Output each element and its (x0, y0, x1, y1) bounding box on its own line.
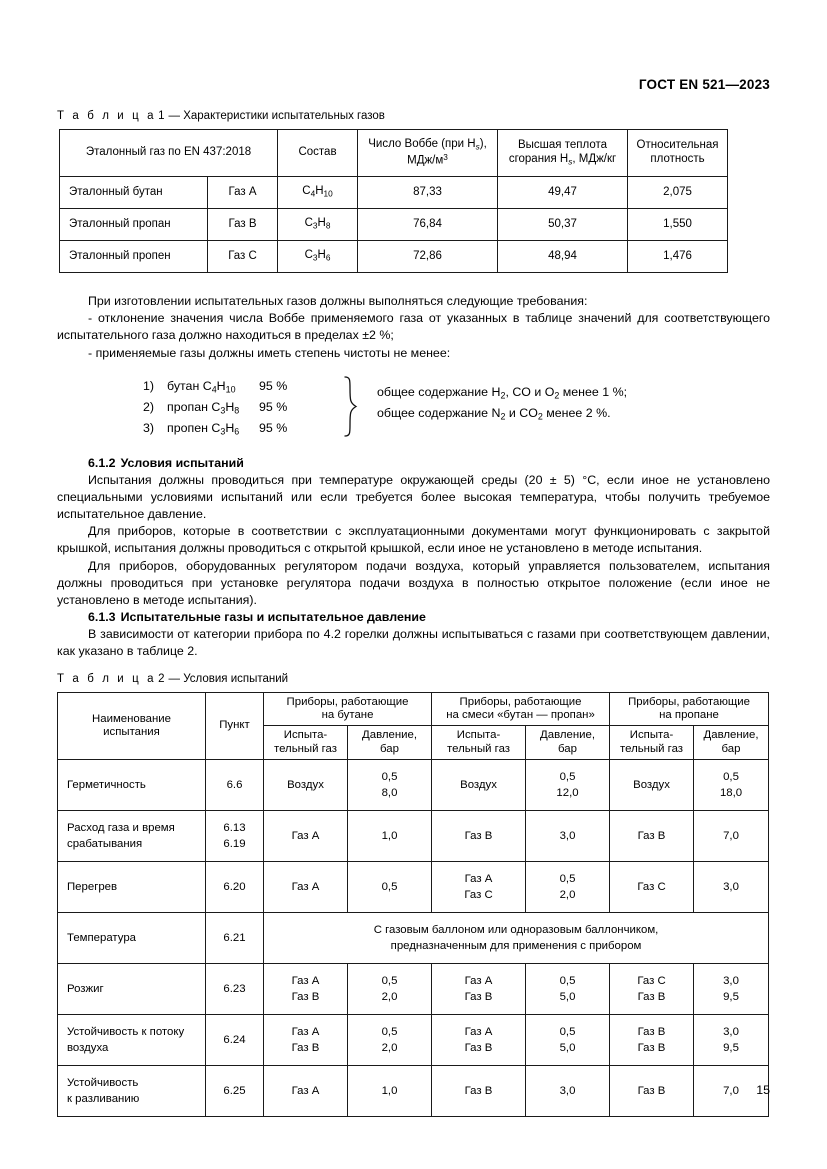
purity-word: бутан (167, 378, 200, 393)
table2-cell-propane-pressure: 7,0 (694, 1066, 769, 1117)
paragraph-intro: При изготовлении испытательных газов должны выполняться следующие требования: (88, 294, 588, 308)
formula-h-sub: 10 (323, 189, 333, 199)
formula-h-sub: 6 (234, 426, 240, 437)
table1-cell-wobbe: 76,84 (358, 209, 498, 241)
table1-cell-formula (278, 241, 358, 273)
table2-cell-mix-gas: Газ A Газ B (432, 964, 526, 1015)
table2-subheader-mix-pressure (526, 726, 610, 760)
heading-6-1-2-title: Условия испытаний (120, 455, 244, 470)
table1-caption-title: — Характеристики испытательных газов (168, 110, 385, 122)
density-line2: плотность (650, 153, 705, 165)
purity-value: 95 % (259, 420, 288, 435)
formula-c-sub: 3 (312, 221, 318, 231)
purity-list (57, 376, 770, 439)
paragraph-dash-2: - применяемые газы должны иметь степень чистоты не менее: (88, 345, 451, 360)
table2-cell-mix-gas: Воздух (432, 760, 526, 811)
table2-subheader-propane-gas (610, 726, 694, 760)
table2-cell-clause: 6.25 (206, 1066, 264, 1117)
table2-cell-name: Герметичность (58, 760, 206, 811)
table1-header-reference-gas: Эталонный газ по EN 437:2018 (60, 130, 278, 177)
table-row (58, 913, 769, 964)
table2-cell-mix-pressure: 0,5 5,0 (526, 964, 610, 1015)
table2-cell-name: Температура (58, 913, 206, 964)
table1-cell-formula (278, 177, 358, 209)
formula-h: H (216, 378, 226, 393)
purity-name (167, 376, 259, 397)
gas-line-2: тельный газ (447, 742, 510, 755)
table2-caption-label: Т а б л и ц а (57, 672, 157, 685)
table2-cell-butane-gas: Газ A (264, 811, 348, 862)
table2-cell-butane-gas: Газ A (264, 862, 348, 913)
gas-line-2: тельный газ (274, 742, 337, 755)
table2-cell-name: Устойчивость к потоку воздуха (58, 1015, 206, 1066)
note-text-c: менее 2 %. (542, 405, 611, 420)
table2-subheader-mix-gas (432, 726, 526, 760)
table1-cell-wobbe: 72,86 (358, 241, 498, 273)
purity-value: 95 % (259, 399, 288, 414)
paragraph-6-1-2-1: Испытания должны проводиться при температуре окружающей среды (20 ± 5) °C, если иное не установлено специальными условиями испытаний или если требуется более высокая температура, чтобы получить требуемое испытательное давление. (57, 472, 770, 522)
name-line-1: Наименование (92, 712, 171, 725)
purity-index: 3) (143, 420, 155, 435)
heat-line2-b: , МДж/кг (572, 152, 617, 165)
table2-cell-butane-gas: Газ A (264, 1066, 348, 1117)
table2-header-row-groups (58, 692, 769, 726)
table2-body (58, 760, 769, 1117)
formula-h-sub: 8 (234, 405, 240, 416)
table2-header-clause: Пункт (206, 692, 264, 760)
table2-cell-propane-gas: Газ C Газ B (610, 964, 694, 1015)
table2-cell-butane-pressure: 1,0 (348, 1066, 432, 1117)
heading-6-1-3-number: 6.1.3 (88, 610, 116, 625)
formula-h-sub: 10 (225, 384, 236, 395)
group-butane-line-2: на бутане (321, 709, 374, 722)
group-propane-line-2: на пропане (659, 709, 719, 722)
press-line-1: Давление, (362, 729, 417, 742)
table-row (58, 811, 769, 862)
group-butane-line-1: Приборы, работающие (286, 695, 409, 708)
note-text-b: , CO и O (505, 384, 555, 399)
table2-header-group-mix (432, 692, 610, 726)
formula-c: C (211, 399, 221, 414)
table1-cell-name: Эталонный бутан (60, 177, 208, 209)
purity-note-line-1 (377, 382, 627, 403)
table1-caption-number: 1 (158, 110, 165, 122)
table2-cell-name: Розжиг (58, 964, 206, 1015)
table2-cell-propane-gas: Газ B (610, 1066, 694, 1117)
gas-line-1: Испыта- (629, 729, 674, 742)
table2-cell-mix-gas: Газ B (432, 811, 526, 862)
press-line-2: бар (721, 742, 741, 755)
formula-c: C (304, 249, 313, 262)
formula-h: H (317, 217, 326, 230)
formula-c: C (202, 378, 212, 393)
table1-caption-label: Т а б л и ц а (57, 110, 157, 122)
heat-line1: Высшая теплота (518, 139, 608, 152)
table1-cell-gas: Газ B (208, 209, 278, 241)
note-sub-1: 2 (500, 390, 506, 401)
table1-header-wobbe (358, 130, 498, 177)
table2-cell-propane-pressure: 3,0 9,5 (694, 964, 769, 1015)
note-text-a: общее содержание H (377, 384, 501, 399)
gas-line-1: Испыта- (456, 729, 501, 742)
table1-header-composition: Состав (278, 130, 358, 177)
table2-cell-propane-pressure: 7,0 (694, 811, 769, 862)
table2-caption-number: 2 (158, 672, 165, 685)
purity-note (377, 382, 627, 424)
group-propane-line-1: Приборы, работающие (628, 695, 750, 708)
wobbe-line2: МДж/м (407, 153, 444, 166)
purity-index: 2) (143, 399, 155, 414)
press-line-2: бар (380, 742, 399, 755)
table-row (58, 760, 769, 811)
table1-cell-density: 2,075 (628, 177, 728, 209)
heat-line2-sub: s (568, 157, 573, 167)
table2-cell-name: Расход газа и время срабатывания (58, 811, 206, 862)
table2-cell-butane-pressure: 0,5 8,0 (348, 760, 432, 811)
table2-cell-mix-pressure: 3,0 (526, 811, 610, 862)
table1-cell-formula (278, 209, 358, 241)
table-row (58, 964, 769, 1015)
formula-h: H (317, 249, 326, 262)
purity-name (167, 418, 259, 439)
table1-header-density (628, 130, 728, 177)
table2-cell-clause: 6.6 (206, 760, 264, 811)
table2-cell-mix-pressure: 0,5 2,0 (526, 862, 610, 913)
paragraph-6-1-3-1: В зависимости от категории прибора по 4.2 горелки должны испытываться с газами при соответствующем давлении, как указано в таблице 2. (57, 627, 770, 659)
formula-h: H (225, 420, 235, 435)
table1-cell-gas: Газ A (208, 177, 278, 209)
table2-cell-mix-pressure: 0,5 12,0 (526, 760, 610, 811)
table1-header-heat (498, 130, 628, 177)
purity-name (167, 397, 259, 418)
table2-cell-butane-gas: Газ A Газ B (264, 1015, 348, 1066)
table1-cell-density: 1,476 (628, 241, 728, 273)
table1-body (60, 177, 728, 273)
formula-c: C (304, 217, 313, 230)
table2-cell-butane-gas: Газ A Газ B (264, 964, 348, 1015)
table2-cell-mix-gas: Газ A Газ B (432, 1015, 526, 1066)
table2-cell-name: Перегрев (58, 862, 206, 913)
table2-cell-butane-pressure: 0,5 (348, 862, 432, 913)
table2-cell-butane-pressure: 0,5 2,0 (348, 964, 432, 1015)
table-row (58, 1015, 769, 1066)
table2-cell-propane-gas: Воздух (610, 760, 694, 811)
formula-c-sub: 4 (310, 189, 316, 199)
group-mix-line-2: на смеси «бутан — пропан» (446, 709, 595, 722)
table-row (60, 209, 728, 241)
table2-cell-propane-gas: Газ B (610, 811, 694, 862)
table1-cell-name: Эталонный пропан (60, 209, 208, 241)
table2-header-group-propane (610, 692, 769, 726)
heading-6-1-3-title: Испытательные газы и испытательное давление (120, 610, 426, 625)
table2-cell-clause: 6.24 (206, 1015, 264, 1066)
table2-caption-title: — Условия испытаний (168, 672, 289, 685)
table2-cell-propane-pressure: 3,0 9,5 (694, 1015, 769, 1066)
table2-cell-propane-pressure: 0,5 18,0 (694, 760, 769, 811)
formula-c-sub: 3 (220, 405, 226, 416)
table2-cell-mix-gas: Газ B (432, 1066, 526, 1117)
table2-cell-propane-gas: Газ B Газ B (610, 1015, 694, 1066)
table1-cell-gas: Газ C (208, 241, 278, 273)
formula-h: H (225, 399, 235, 414)
name-line-2: испытания (103, 725, 160, 738)
table1-header-row (60, 130, 728, 177)
table2-cell-mix-pressure: 3,0 (526, 1066, 610, 1117)
wobbe-line1-end: ), (479, 138, 487, 151)
table2-cell-propane-pressure: 3,0 (694, 862, 769, 913)
formula-c-sub: 3 (312, 253, 318, 263)
note-sub-2: 2 (537, 411, 543, 422)
heat-line2-a: сгорания H (508, 152, 569, 165)
table1-cell-heat: 48,94 (498, 241, 628, 273)
table-row (58, 862, 769, 913)
paragraph-6-1-2-3: Для приборов, оборудованных регулятором подачи воздуха, который управляется пользователем, испытания должны проводиться при установке регулятора подачи воздуха в полностью открытое положение (если иное не установлено в методе испытания). (57, 558, 770, 607)
table2-subheader-propane-pressure (694, 726, 769, 760)
table1-cell-name: Эталонный пропен (60, 241, 208, 273)
press-line-2: бар (558, 742, 577, 755)
curly-brace-icon (343, 376, 359, 437)
formula-c-sub: 3 (220, 426, 226, 437)
note-sub-1: 2 (500, 411, 506, 422)
formula-h-sub: 8 (325, 221, 331, 231)
table-1-test-gas-characteristics (59, 129, 728, 273)
running-header: ГОСТ EN 521—2023 (638, 77, 770, 92)
formula-h-sub: 6 (325, 253, 331, 263)
paragraph-6-1-2-2: Для приборов, которые в соответствии с эксплуатационными документами могут функционировать с закрытой крышкой, испытания должны проводиться с открытой крышкой, если иное не установлено в методе испытания. (57, 524, 770, 556)
table2-cell-propane-gas: Газ C (610, 862, 694, 913)
table2-cell-name: Устойчивость к разливанию (58, 1066, 206, 1117)
page-content (57, 110, 770, 1117)
table2-cell-clause: 6.13 6.19 (206, 811, 264, 862)
note-text-c: менее 1 %; (559, 384, 628, 399)
table2-cell-mix-pressure: 0,5 5,0 (526, 1015, 610, 1066)
heading-6-1-3 (57, 609, 770, 626)
formula-c-sub: 4 (211, 384, 217, 395)
wobbe-line1: Число Воббе (при H (368, 138, 476, 151)
table2-cell-butane-pressure: 0,5 2,0 (348, 1015, 432, 1066)
formula-c: C (302, 185, 311, 198)
formula-c: C (211, 420, 221, 435)
table-row (60, 241, 728, 273)
group-mix-line-1: Приборы, работающие (459, 695, 582, 708)
table2-subheader-butane-gas (264, 726, 348, 760)
page-number: 15 (756, 1083, 770, 1097)
heading-6-1-2 (57, 455, 770, 472)
table2-cell-butane-pressure: 1,0 (348, 811, 432, 862)
table2-cell-merged-note: С газовым баллоном или одноразовым баллончиком, предназначенным для применения с прибором (264, 913, 769, 964)
table2-cell-clause: 6.23 (206, 964, 264, 1015)
table-2-test-conditions (57, 692, 769, 1118)
table2-subheader-butane-pressure (348, 726, 432, 760)
paragraph-dash-1: - отклонение значения числа Воббе применяемого газа от указанных в таблице значений для соответствующего испытательного газа должно находиться в пределах ±2 %; (57, 311, 770, 343)
density-line1: Относительная (636, 139, 719, 152)
gas-line-2: тельный газ (620, 742, 683, 755)
purity-index: 1) (143, 378, 155, 393)
note-text-a: общее содержание N (377, 405, 501, 420)
table2-header-name (58, 692, 206, 760)
formula-h: H (315, 185, 324, 198)
table-row (60, 177, 728, 209)
table2-caption (57, 673, 770, 685)
wobbe-sub: s (475, 142, 480, 152)
table2-header-group-butane (264, 692, 432, 726)
note-text-b: и CO (505, 405, 538, 420)
table1-cell-heat: 50,37 (498, 209, 628, 241)
table2-cell-butane-gas: Воздух (264, 760, 348, 811)
table-row (58, 1066, 769, 1117)
purity-note-line-2 (377, 403, 627, 424)
table2-cell-clause: 6.21 (206, 913, 264, 964)
purity-word: пропен (167, 420, 208, 435)
table1-cell-density: 1,550 (628, 209, 728, 241)
table2-cell-clause: 6.20 (206, 862, 264, 913)
purity-value: 95 % (259, 378, 288, 393)
press-line-1: Давление, (703, 729, 759, 742)
note-sub-2: 2 (554, 390, 560, 401)
heading-6-1-2-number: 6.1.2 (88, 455, 116, 470)
wobbe-line2-sup: 3 (443, 152, 448, 162)
table1-cell-heat: 49,47 (498, 177, 628, 209)
table1-cell-wobbe: 87,33 (358, 177, 498, 209)
press-line-1: Давление, (540, 729, 595, 742)
purity-word: пропан (167, 399, 208, 414)
gas-line-1: Испыта- (283, 729, 328, 742)
table1-caption (57, 110, 770, 122)
table2-cell-mix-gas: Газ A Газ C (432, 862, 526, 913)
